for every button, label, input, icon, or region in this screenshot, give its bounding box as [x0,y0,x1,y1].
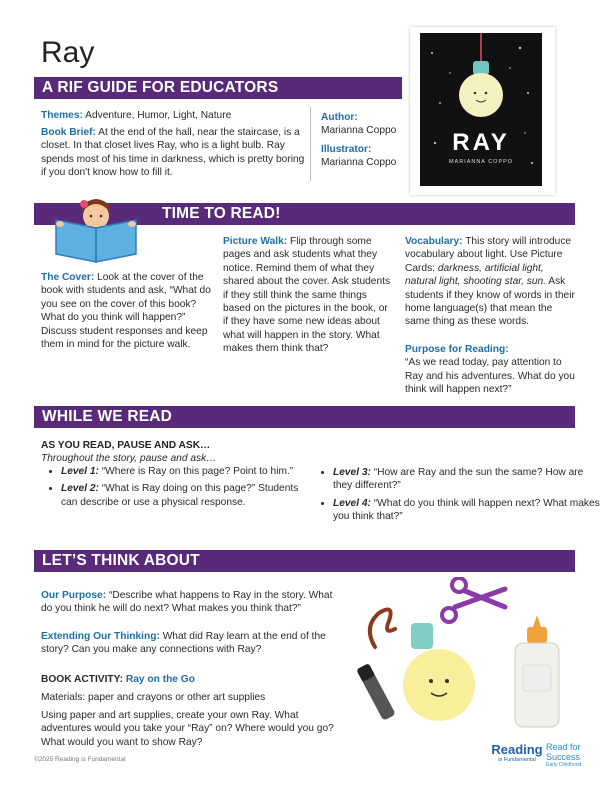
book-brief [41,126,307,180]
level-4-item [333,497,603,524]
level-1-label: Level 1: [61,466,99,477]
rif-logo [488,743,546,764]
themes-label: Themes: [41,110,83,121]
banner-lets-think-about-label: LET’S THINK ABOUT [42,552,200,569]
level-2-item [61,482,309,509]
vocabulary [405,235,577,329]
book-brief-label: Book Brief: [41,127,96,138]
author-value: Marianna Coppo [321,125,397,137]
banner-rif-guide-label: A RIF GUIDE FOR EDUCATORS [42,79,279,96]
vocabulary-label: Vocabulary: [405,236,463,247]
light-bulb-icon [403,623,475,721]
extending-thinking [41,630,341,657]
vocabulary-value-1: This story will introduce vocabulary about light. Use Picture Cards: [405,236,572,274]
art-supplies-illustration [355,577,585,742]
our-purpose [41,589,341,616]
book-cover-author: MARIANNA COPPO [448,159,514,165]
level-4-label: Level 4: [333,497,371,509]
level-3-text: “How are Ray and the sun the same? How are they different?” [333,467,584,492]
book-brief-value: At the end of the hall, near the staircase, is a closet. In that closet lives Ray, who is a light bulb. Ray spends most of his time in darkness, which is pretty boring if you don't know how to fill it. [41,127,305,179]
book-cover [410,27,555,195]
banner-time-to-read-label: TIME TO READ! [162,205,281,222]
illustrator-label: Illustrator: [321,143,372,155]
purpose-for-reading-value: “As we read today, pay attention to Ray and his adventures. What do you think will happen next?” [405,357,575,396]
the-cover-value: Look at the cover of the book with students and ask, “What do you see on the cover of this book? What do you think will happen?” Discuss student responses and keep them in mind for the picture walk. [41,272,211,351]
level-1-text: “Where is Ray on this page? Point to him.” [98,466,294,477]
book-activity [41,673,341,686]
page-title: Ray [41,36,95,69]
book-activity-name: Ray on the Go [123,674,195,685]
author-label: Author: [321,112,358,123]
level-2-text: “What is Ray doing on this page?” Students can describe or use a physical response. [61,483,299,508]
level-4-text: “What do you think will happen next? What makes you think that?” [333,497,600,523]
rif-logo-line2: is Fundamental [498,757,536,763]
level-2-label: Level 2: [61,483,99,495]
reading-child-icon [50,192,148,264]
level-3-label: Level 3: [333,467,371,478]
rfs-logo-line3: Early Childhood [546,762,582,768]
banner-while-we-read-label: WHILE WE READ [42,408,173,425]
materials: Materials: paper and crayons or other art supplies [41,692,266,703]
themes [41,109,303,122]
banner-rif-guide [34,77,402,99]
picture-walk-value: Flip through some pages and ask students what they notice. Remind them of what they shared about the cover. Ask students if they still think the same things based on the pictures in the book, or if they have some new ideas about what will happen in the story. What makes them think that? [223,236,391,355]
extending-thinking-label: Extending Our Thinking: [41,631,160,642]
our-purpose-value: “Describe what happens to Ray in the story. What do you think he will do next? What makes you think that?” [41,590,333,615]
book-activity-label: BOOK ACTIVITY: [41,674,124,685]
rif-logo-line1: Reading [491,742,543,757]
illustrator-value: Marianna Coppo [321,157,397,169]
copyright: ©2025 Reading is Fundamental [34,756,126,763]
scissors-icon [442,578,505,622]
picture-walk [223,235,395,356]
extending-thinking-value: What did Ray learn at the end of the story? Can you make any connections with Ray? [41,631,326,656]
rfs-logo-line2: Success [546,751,581,762]
book-cover-title: RAY [452,129,510,156]
themes-value: Adventure, Humor, Light, Nature [82,110,232,121]
glue-bottle-icon [515,615,559,727]
the-cover-label: The Cover: [41,272,95,283]
purpose-for-reading-label: Purpose for Reading: [405,344,509,355]
divider [310,107,311,181]
the-cover [41,271,213,351]
levels-list-right [315,466,603,528]
level-3-item [333,466,603,493]
marker-icon [356,663,396,721]
pause-subheading: Throughout the story, pause and ask… [41,453,217,465]
picture-walk-label: Picture Walk: [223,236,288,247]
read-for-success-logo [546,743,596,768]
our-purpose-label: Our Purpose: [41,590,107,601]
banner-lets-think-about [34,550,575,572]
purpose-for-reading [405,343,577,397]
pause-block [41,439,341,466]
banner-while-we-read [34,406,575,428]
activity-text: Using paper and art supplies, create your own Ray. What adventures would you take your “Ray” on? Where would you go? What would you want to show Ray? [41,710,334,748]
vocabulary-value-2: Ask students if they know of words in their home language(s) that mean the same thing as these words. [405,276,575,328]
rfs-logo-line1: Read for [546,742,581,752]
levels-list-left [43,465,309,513]
level-1-item [61,465,309,478]
pause-heading: AS YOU READ, PAUSE AND ASK… [41,440,211,451]
author-block [321,111,411,170]
vocabulary-terms: darkness, artificial light, natural light, shooting star, sun. [405,262,547,288]
